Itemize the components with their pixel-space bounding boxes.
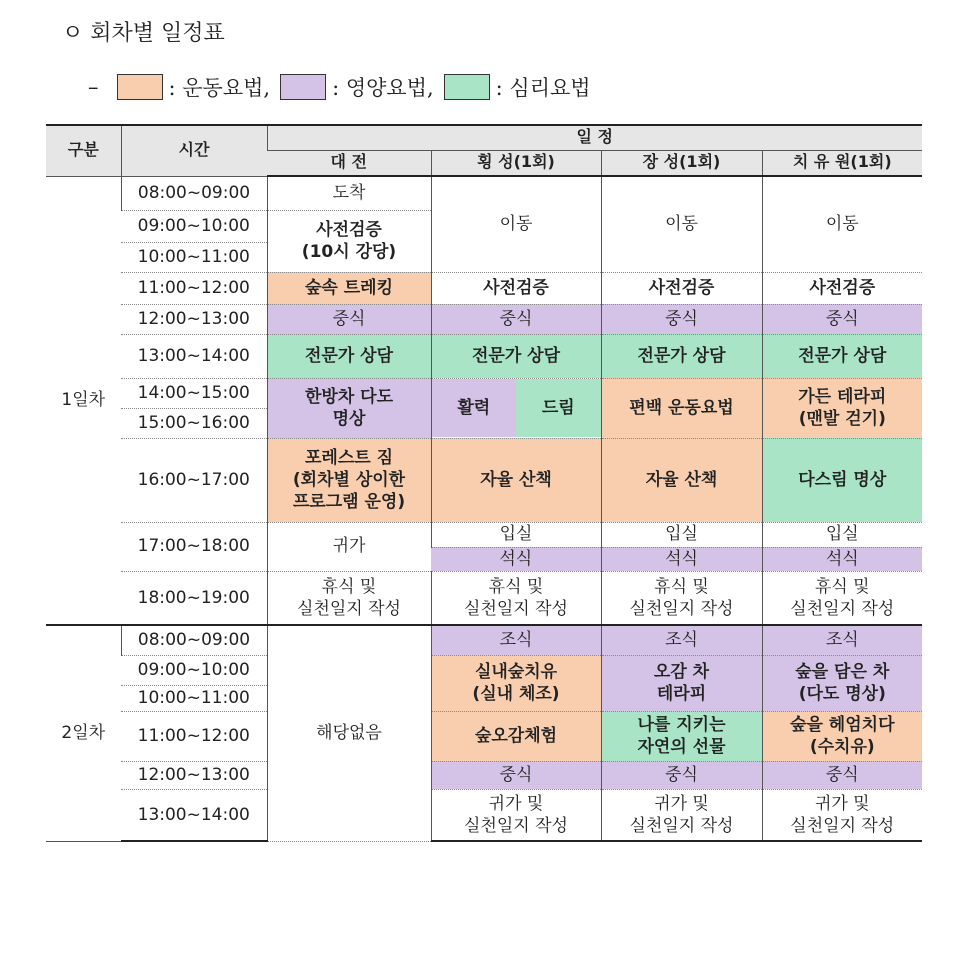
return-line2: 실천일지 작성: [629, 815, 734, 836]
legend: [88, 72, 597, 102]
five-senses-line2: 테라피: [656, 684, 707, 704]
cell-precheck: 사전검증: [762, 272, 922, 304]
day1-label: 1일차: [46, 176, 121, 625]
time-slot: 10:00~11:00: [121, 685, 267, 711]
cell-return-journal: [601, 789, 762, 841]
herbal-tea-line2: 명상: [332, 409, 366, 429]
vitality-part-b: 드림: [516, 379, 601, 437]
cell-forest-tea: [762, 655, 922, 711]
rest-line2: 실천일지 작성: [790, 598, 895, 619]
forest-gym-line1: 포레스트 짐: [304, 447, 394, 468]
cell-not-applicable: 해당없음: [267, 625, 431, 841]
rest-line1: 휴식 및: [654, 576, 709, 597]
exercise-swatch: [117, 74, 163, 100]
rest-line1: 휴식 및: [321, 576, 377, 597]
return-line1: 귀가 및: [654, 793, 709, 814]
cell-consult: 전문가 상담: [431, 334, 601, 378]
time-slot: 09:00~10:00: [121, 210, 267, 242]
time-slot: 10:00~11:00: [121, 242, 267, 272]
time-slot: 15:00~16:00: [121, 408, 267, 438]
return-line1: 귀가 및: [488, 793, 544, 814]
cell-garden-therapy: [762, 378, 922, 438]
legend-psychology: [440, 72, 591, 102]
header-category: 구분: [46, 125, 121, 176]
header-schedule: 일 정: [267, 125, 922, 150]
nutrition-swatch: [280, 74, 326, 100]
forest-swim-line2: (수치유): [809, 737, 875, 757]
time-slot: 13:00~14:00: [121, 789, 267, 841]
cell-rest: [267, 571, 431, 625]
cell-dinner: 석식: [431, 547, 601, 571]
cell-trekking: 숲속 트레킹: [267, 272, 431, 304]
legend-nutrition: [276, 72, 434, 102]
cell-forest-gym: [267, 438, 431, 522]
return-line2: 실천일지 작성: [464, 815, 568, 836]
page-title: ㅇ 회차별 일정표: [62, 21, 225, 46]
time-slot: 17:00~18:00: [121, 522, 267, 571]
time-slot: 14:00~15:00: [121, 378, 267, 408]
header-time: 시간: [121, 125, 267, 176]
legend-exercise: [113, 72, 271, 102]
time-slot: 12:00~13:00: [121, 761, 267, 789]
cell-return: 귀가: [267, 522, 431, 571]
header-site-jangseong: 장 성(1회): [601, 150, 762, 176]
nature-gift-line2: 자연의 선물: [637, 737, 726, 757]
day2-label: 2일차: [46, 625, 121, 841]
cell-free-walk: 자율 산책: [601, 438, 762, 522]
return-line1: 귀가 및: [814, 793, 870, 814]
forest-tea-line1: 숲을 담은 차: [795, 661, 890, 682]
time-slot: 11:00~12:00: [121, 272, 267, 304]
five-senses-line1: 오감 차: [653, 661, 710, 682]
rest-line2: 실천일지 작성: [464, 598, 568, 619]
cell-dinner: 석식: [601, 547, 762, 571]
cell-consult: 전문가 상담: [762, 334, 922, 378]
cell-precheck: [267, 210, 431, 272]
rest-line2: 실천일지 작성: [297, 598, 401, 619]
legend-psychology-label: : 심리요법: [495, 76, 591, 100]
cell-move: 이동: [431, 176, 601, 272]
cell-nature-gift: [601, 711, 762, 761]
psychology-swatch: [444, 74, 490, 100]
cell-rest: [431, 571, 601, 625]
cell-lunch: 중식: [601, 304, 762, 334]
cell-breakfast: 조식: [431, 625, 601, 655]
cell-breakfast: 조식: [762, 625, 922, 655]
cell-breakfast: 조식: [601, 625, 762, 655]
time-slot: 11:00~12:00: [121, 711, 267, 761]
cell-cypress-exercise: 편백 운동요법: [601, 378, 762, 438]
time-slot: 08:00~09:00: [121, 625, 267, 655]
cell-lunch: 중식: [431, 304, 601, 334]
cell-rest: [601, 571, 762, 625]
cell-move: 이동: [762, 176, 922, 272]
cell-arrive: 도착: [267, 176, 431, 210]
schedule-table: [46, 124, 922, 842]
cell-vitality: [431, 378, 601, 438]
cell-return-journal: [762, 789, 922, 841]
header-site-daejeon: 대 전: [267, 150, 431, 176]
nature-gift-line1: 나를 지키는: [637, 714, 726, 735]
time-slot: 08:00~09:00: [121, 176, 267, 210]
cell-five-senses-tea: [601, 655, 762, 711]
rest-line1: 휴식 및: [488, 576, 544, 597]
legend-nutrition-label: : 영양요법,: [332, 76, 434, 100]
cell-return-journal: [431, 789, 601, 841]
cell-lunch: 중식: [601, 761, 762, 789]
cell-lunch: 중식: [431, 761, 601, 789]
cell-herbal-tea: [267, 378, 431, 438]
garden-line2: (맨발 걷기): [798, 409, 886, 429]
forest-gym-line2: (회차별 상이한: [292, 469, 406, 490]
legend-dash: –: [88, 75, 99, 99]
cell-precheck: 사전검증: [601, 272, 762, 304]
forest-swim-line1: 숲을 헤엄치다: [790, 714, 895, 735]
cell-forest-swim: [762, 711, 922, 761]
cell-checkin: 입실: [601, 522, 762, 547]
herbal-tea-line1: 한방차 다도: [304, 386, 394, 407]
time-slot: 18:00~19:00: [121, 571, 267, 625]
time-slot: 13:00~14:00: [121, 334, 267, 378]
cell-consult: 전문가 상담: [267, 334, 431, 378]
cell-lunch: 중식: [762, 304, 922, 334]
cell-move: 이동: [601, 176, 762, 272]
forest-gym-line3: 프로그램 운영): [292, 492, 406, 513]
cell-forest-senses: 숲오감체험: [431, 711, 601, 761]
cell-meditation: 다스림 명상: [762, 438, 922, 522]
cell-free-walk: 자율 산책: [431, 438, 601, 522]
cell-rest: [762, 571, 922, 625]
cell-lunch: 중식: [267, 304, 431, 334]
indoor-line1: 실내숲치유: [474, 661, 558, 682]
time-slot: 12:00~13:00: [121, 304, 267, 334]
indoor-line2: (실내 체조): [472, 684, 560, 704]
precheck-text: 사전검증: [316, 219, 382, 240]
precheck-note: (10시 강당): [301, 242, 397, 262]
header-site-healing: 치 유 원(1회): [762, 150, 922, 176]
forest-tea-line2: (다도 명상): [798, 684, 886, 704]
cell-precheck: 사전검증: [431, 272, 601, 304]
time-slot: 09:00~10:00: [121, 655, 267, 685]
cell-checkin: 입실: [431, 522, 601, 547]
cell-consult: 전문가 상담: [601, 334, 762, 378]
cell-indoor-healing: [431, 655, 601, 711]
header-site-hoengseong: 횡 성(1회): [431, 150, 601, 176]
rest-line1: 휴식 및: [814, 576, 870, 597]
cell-lunch: 중식: [762, 761, 922, 789]
cell-checkin: 입실: [762, 522, 922, 547]
return-line2: 실천일지 작성: [790, 815, 895, 836]
time-slot: 16:00~17:00: [121, 438, 267, 522]
rest-line2: 실천일지 작성: [629, 598, 734, 619]
legend-exercise-label: : 운동요법,: [168, 76, 271, 100]
garden-line1: 가든 테라피: [798, 386, 887, 407]
cell-dinner: 석식: [762, 547, 922, 571]
vitality-part-a: 활력: [432, 379, 517, 437]
